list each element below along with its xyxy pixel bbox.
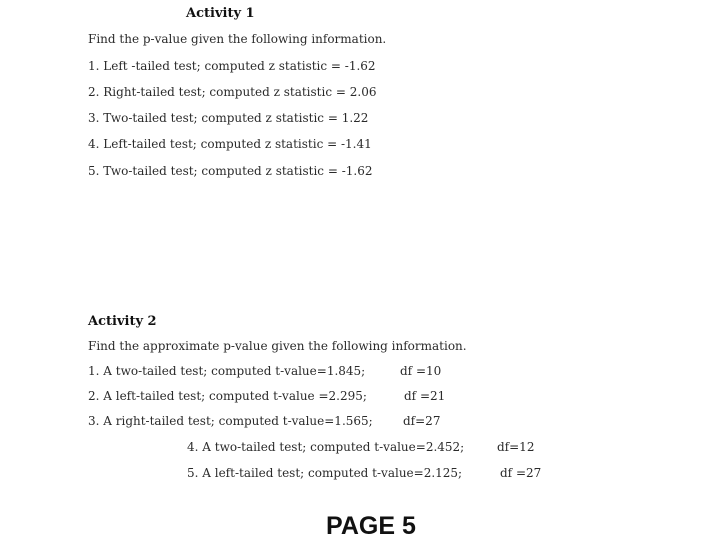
page-number: PAGE 5 — [326, 512, 416, 540]
activity-2-title: Activity 2 — [88, 314, 157, 329]
activity-2-instruction: Find the approximate p-value given the following information. — [88, 339, 467, 353]
activity-2-item-5-df: df =27 — [500, 466, 542, 480]
activity-1-item-1: 1. Left -tailed test; computed z statistic = -1.62 — [88, 59, 376, 73]
activity-1-item-3: 3. Two-tailed test; computed z statistic = 1.22 — [88, 111, 369, 125]
activity-1-title: Activity 1 — [186, 6, 255, 21]
activity-2-item-4-df: df=12 — [497, 440, 535, 454]
activity-2-item-3-df: df=27 — [403, 414, 441, 428]
activity-2-item-1: 1. A two-tailed test; computed t-value=1.845; — [88, 364, 366, 378]
activity-2-item-2-df: df =21 — [404, 389, 446, 403]
activity-1-instruction: Find the p-value given the following information. — [88, 32, 387, 46]
activity-2-item-3: 3. A right-tailed test; computed t-value=1.565; — [88, 414, 373, 428]
activity-1-item-2: 2. Right-tailed test; computed z statistic = 2.06 — [88, 85, 377, 99]
activity-1-item-4: 4. Left-tailed test; computed z statistic = -1.41 — [88, 137, 372, 151]
activity-2-item-2: 2. A left-tailed test; computed t-value =2.295; — [88, 389, 367, 403]
activity-2-item-1-df: df =10 — [400, 364, 442, 378]
activity-1-item-5: 5. Two-tailed test; computed z statistic = -1.62 — [88, 164, 373, 178]
activity-2-item-4: 4. A two-tailed test; computed t-value=2.452; — [187, 440, 465, 454]
activity-2-item-5: 5. A left-tailed test; computed t-value=2.125; — [187, 466, 463, 480]
